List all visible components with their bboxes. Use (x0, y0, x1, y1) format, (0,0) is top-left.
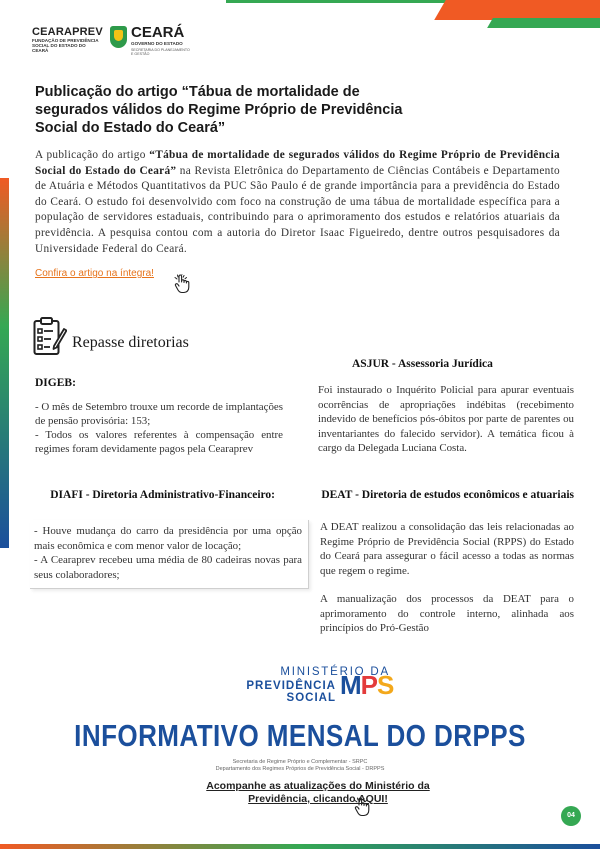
ministry-line2: PREVIDÊNCIA SOCIAL (246, 680, 336, 704)
article-intro (35, 148, 560, 257)
checklist-pencil-icon (33, 316, 67, 356)
mps-letter-p: P (360, 670, 378, 700)
digeb-heading: DIGEB: (35, 377, 76, 389)
footer-gradient-line (0, 844, 600, 849)
diafi-heading: DIAFI - Diretoria Administrativo-Financeiro: (50, 489, 275, 501)
ceara-shield-icon (110, 26, 127, 48)
secretaria-line: Secretaria de Regime Próprio e Complementar - SRPC (232, 759, 368, 765)
list-item: - Todos os valores referentes à compensação entre regimes foram devidamente pagos pela Cearaprev (35, 429, 283, 455)
mps-letter-s: S (377, 670, 394, 700)
deat-paragraph: A manualização dos processos da DEAT para o aprimoramento do controle interno, alinhada aos princípios do Pró-Gestão (320, 593, 574, 634)
newsletter-title: INFORMATIVO MENSAL DO DRPPS (74, 718, 526, 753)
cearaprev-logo-name: CEARAPREV (32, 26, 103, 38)
diafi-list (30, 520, 309, 589)
ministry-line1: MINISTÉRIO DA (280, 666, 390, 678)
digeb-list (35, 400, 283, 456)
deat-text (320, 520, 574, 650)
intro-text: na Revista Eletrônica do Departamento de Ciências Contábeis e Departamento de Atuária e Métodos Quantitativos da PUC São Paulo é de grande importância para a previdência do Estado do Ceará. O estudo foi desenvolvido com foco na construção de uma tábua de mortalidade específica para a população de servidores estaduais, contribuindo para o aprimoramento dos estudos e relatórios atuariais da previdência. A pesquisa contou com a autoria do Diretor Isaac Figueiredo, dentre outros pesquisadores da Universidade Federal do Ceará. (35, 164, 560, 255)
secretaria-line: Departamento dos Regimes Próprios de Previdência Social - DRPPS (215, 765, 385, 772)
article-link[interactable]: Confira o artigo na íntegra! (35, 268, 154, 279)
ceara-logo-name: CEARÁ (131, 24, 185, 41)
deat-heading: DEAT - Diretoria de estudos econômicos e atuariais (321, 489, 574, 501)
ceara-logo-subtitle: GOVERNO DO ESTADO (131, 41, 183, 46)
mps-letter-m: M (340, 670, 361, 700)
repasse-title: Repasse diretorias (72, 334, 189, 351)
cearaprev-logo (32, 26, 102, 54)
intro-article-name: “Tábua de mortalidade de segurados válidos do Regime Próprio de Previdência Social do Estado do Ceará” (35, 149, 560, 177)
deat-paragraph: A DEAT realizou a consolidação das leis relacionadas ao Regime Próprio de Previdência Social (RPPS) do Estado do Ceará para assegurar o fácil acesso a todas as normas que regem o regime. (320, 521, 574, 577)
mps-logo-mark (340, 670, 393, 701)
asjur-heading: ASJUR - Assessoria Jurídica (352, 358, 493, 370)
asjur-text: Foi instaurado o Inquérito Policial para apurar eventuais ocorrências de apropriações indébitas (recebimento indevido de benefícios pós-óbitos por parte de parentes ou inventariantes do falecido servidor). A temática ficou à cargo da Delegada Luciana Costa. (318, 384, 574, 454)
list-item: - A Cearaprev recebeu uma média de 80 cadeiras novas para seus colaboradores; (34, 554, 302, 581)
intro-prefix: A publicação do artigo (35, 149, 150, 161)
list-item: - O mês de Setembro trouxe um recorde de implantações de pensão provisória: 153; (35, 401, 283, 427)
secretaria-info (0, 759, 600, 772)
hand-pointer-icon[interactable] (352, 797, 374, 817)
cearaprev-logo-subtitle: FUNDAÇÃO DE PREVIDÊNCIA SOCIAL DO ESTADO DO CEARÁ (32, 38, 99, 54)
list-item: - Houve mudança do carro da presidência por uma opção mais econômica e com menor valor de locação; (34, 525, 302, 552)
side-gradient-bar (0, 178, 9, 548)
article-title: Publicação do artigo “Tábua de mortalidade de segurados válidos do Regime Próprio de Previdência Social do Estado do Ceará” (35, 84, 403, 136)
page-number-badge: 04 (561, 806, 581, 826)
hand-pointer-icon[interactable] (172, 274, 194, 294)
ministry-updates-link[interactable]: Acompanhe as atualizações do Ministério da Previdência, clicando AQUI! (206, 780, 430, 805)
ceara-logo-secretaria: SECRETARIA DO PLANEJAMENTO E GESTÃO (131, 48, 190, 56)
header-stripes (430, 0, 600, 34)
